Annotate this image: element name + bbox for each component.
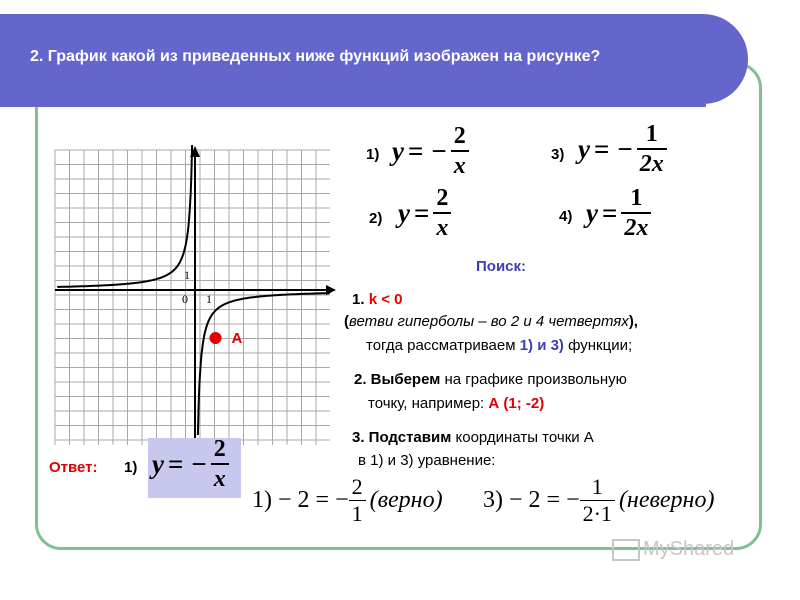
step-1-line-1: 1. k < 0 — [352, 291, 403, 308]
answer-formula: y = − $\frac{2}{x}$ — [152, 437, 229, 491]
step-3-line-2: в 1) и 3) уравнение: — [358, 452, 496, 469]
watermark: MyShared — [612, 538, 734, 561]
answer-number: 1) — [124, 459, 138, 476]
step-3-line-1: 3. Подставим координаты точки А — [352, 429, 594, 446]
graph-grid — [55, 150, 330, 445]
step-1-line-3: тогда рассматриваем 1) и 3) функции; — [366, 337, 633, 354]
step-2-line-1: 2. Выберем на графике произвольную — [354, 371, 627, 388]
hyperbola-graph — [50, 145, 342, 445]
option-2-label: 2) — [369, 210, 383, 227]
answer-label: Ответ: — [49, 459, 98, 476]
presentation-icon — [612, 539, 640, 561]
option-1-label: 1) — [366, 146, 380, 163]
step-2-line-2: точку, например: А (1; -2) — [368, 395, 545, 412]
option-4-formula: y = $\frac{1}{2x}$ — [586, 186, 651, 240]
step-1-line-2: (ветви гиперболы – во 2 и 4 четвертях), — [344, 313, 638, 330]
option-3-formula: y = − $\frac{1}{2x}$ — [578, 122, 667, 176]
hyperbola-branch-lower-right — [198, 293, 330, 435]
x-tick-label: 1 — [206, 292, 212, 306]
search-heading: Поиск: — [476, 258, 527, 275]
substitution-3: 3) − 2 = − $\frac{1}{2\cdot 1}$ (неверно) — [483, 474, 715, 526]
option-3-label: 3) — [551, 146, 565, 163]
y-tick-label: 1 — [184, 268, 190, 282]
substitution-1: 1) − 2 = − $\frac{2}{1}$ (верно) — [252, 474, 443, 526]
option-2-formula: y = $\frac{2}{x}$ — [398, 186, 451, 240]
point-a-label: A — [231, 330, 243, 347]
point-a-marker — [210, 332, 222, 344]
option-1-formula: y = − $\frac{2}{x}$ — [392, 124, 469, 178]
page-title: 2. График какой из приведенных ниже функций изображен на рисунке? — [30, 48, 601, 65]
origin-label: 0 — [182, 292, 188, 306]
title-underline — [0, 104, 706, 107]
option-4-label: 4) — [559, 208, 573, 225]
